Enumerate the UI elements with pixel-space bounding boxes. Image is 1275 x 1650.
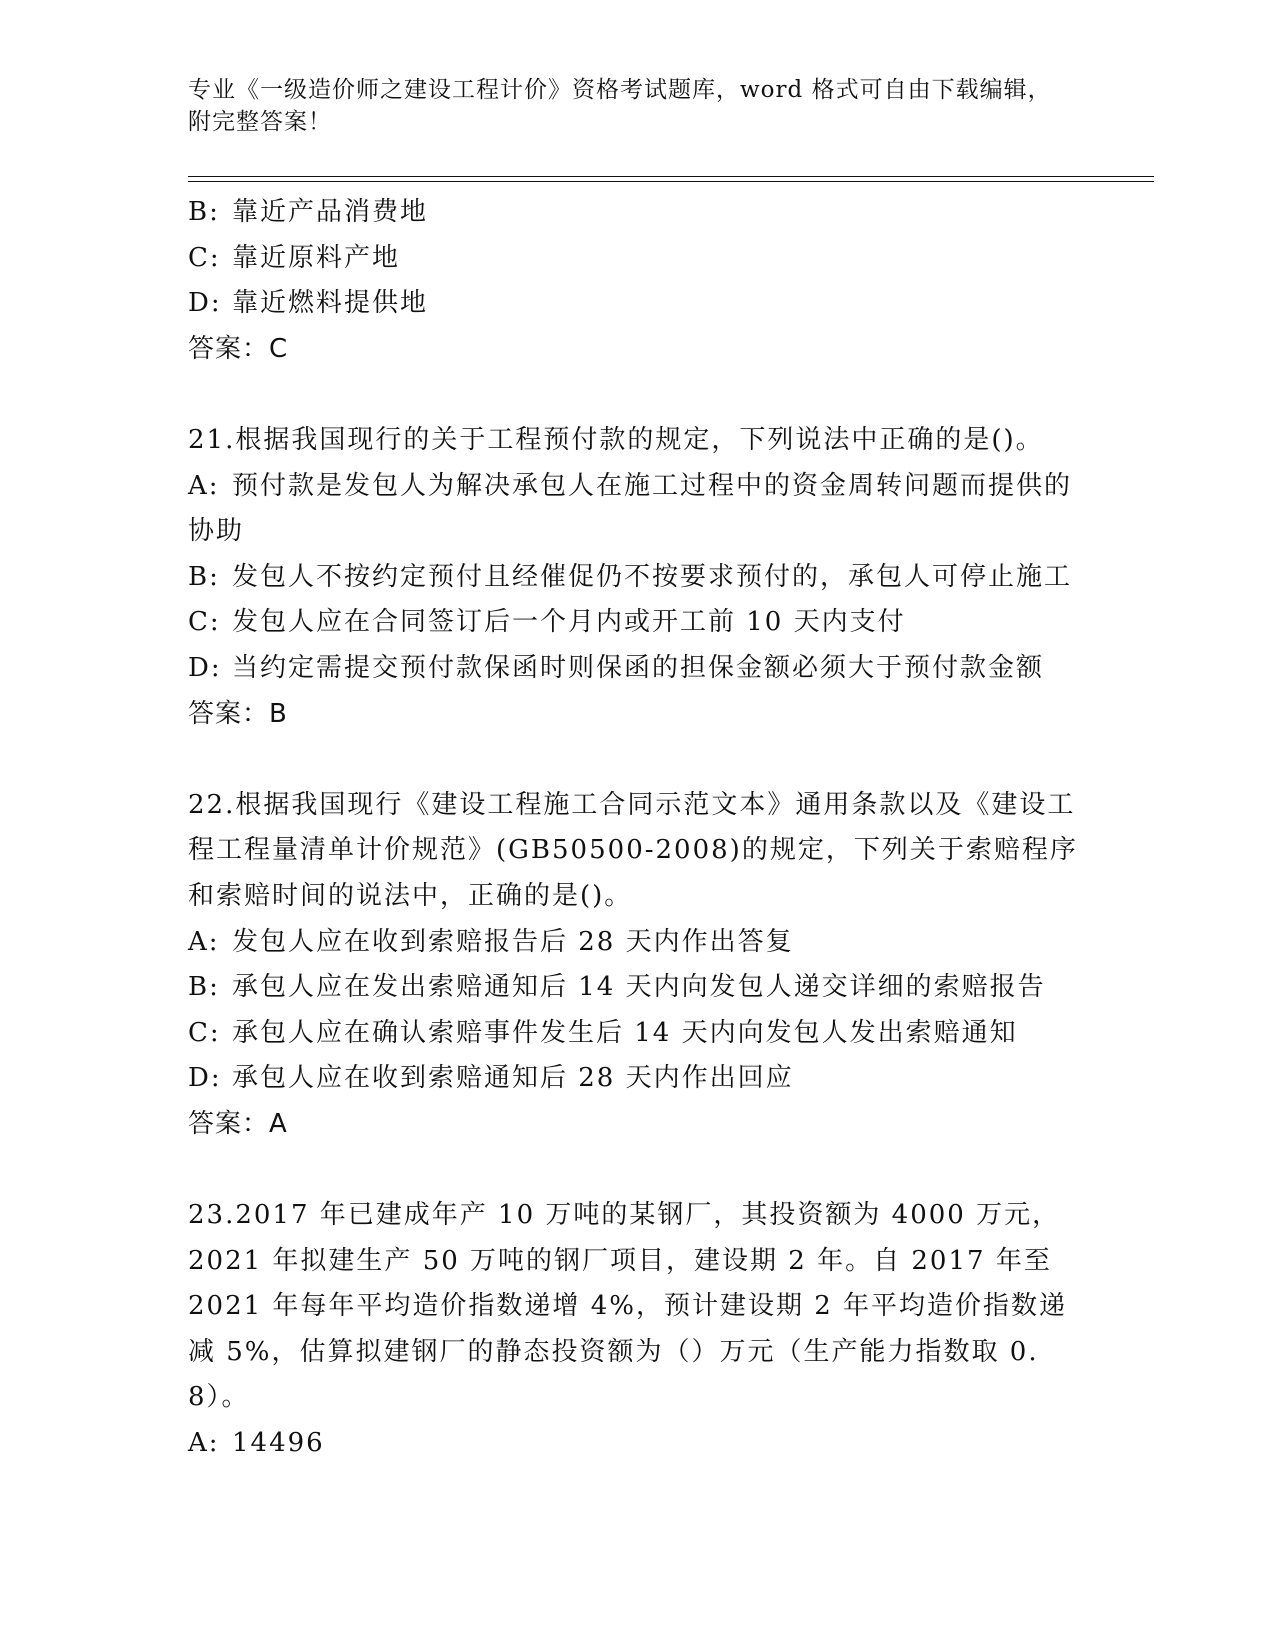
option-key: D:	[188, 652, 222, 683]
option-key: B:	[188, 561, 220, 592]
q21-option-d	[188, 646, 1078, 692]
option-text: 靠近燃料提供地	[232, 288, 429, 319]
spacer	[188, 1147, 1078, 1193]
header-divider-second	[188, 181, 1154, 182]
option-text: 靠近原料产地	[232, 242, 401, 273]
q22-option-b	[188, 965, 1078, 1011]
option-text: 发包人应在收到索赔报告后 28 天内作出答复	[232, 926, 794, 957]
spacer	[188, 372, 1078, 418]
option-text: 预付款是发包人为解决承包人在施工过程中的资金周转问题而提供的协助	[188, 470, 1073, 547]
option-key: A:	[188, 926, 220, 957]
option-text: 14496	[232, 1428, 325, 1459]
option-key: C:	[188, 1017, 221, 1048]
option-key: C:	[188, 607, 221, 638]
q21-option-c	[188, 600, 1078, 646]
q20-option-b	[188, 190, 1078, 236]
option-key: D:	[188, 1063, 222, 1094]
option-key: A:	[188, 1428, 220, 1459]
q20-option-c	[188, 236, 1078, 282]
option-key: A:	[188, 470, 220, 501]
q21-option-a	[188, 464, 1078, 555]
option-text: 承包人应在确认索赔事件发生后 14 天内向发包人发出索赔通知	[232, 1017, 1018, 1048]
q21-answer: 答案：B	[188, 698, 288, 729]
q21-question: 21.根据我国现行的关于工程预付款的规定，下列说法中正确的是()。	[188, 424, 1044, 455]
q23-question: 23.2017 年已建成年产 10 万吨的某钢厂，其投资额为 4000 万元，2021 年拟建生产 50 万吨的钢厂项目，建设期 2 年。自 2017 年至 2021 年每年平均造价指数递增 4%，预计建设期 2 年平均造价指数递减 5%，估算拟建钢厂的静态投资额为（）万元（生产能力指数取 0.8）。	[188, 1200, 1068, 1413]
option-text: 发包人不按约定预付且经催促仍不按要求预付的，承包人可停止施工	[232, 561, 1073, 592]
document-header: 专业《一级造价师之建设工程计价》资格考试题库，word 格式可自由下载编辑，附完整答案！	[188, 77, 1052, 135]
option-key: B:	[188, 197, 220, 227]
option-text: 承包人应在收到索赔通知后 28 天内作出回应	[232, 1063, 794, 1094]
q21-option-b	[188, 555, 1078, 601]
option-text: 承包人应在发出索赔通知后 14 天内向发包人递交详细的索赔报告	[232, 972, 1046, 1003]
q22-question: 22.根据我国现行《建设工程施工合同示范文本》通用条款以及《建设工程工程量清单计价规范》(GB50500-2008)的规定，下列关于索赔程序和索赔时间的说法中，正确的是()。	[188, 789, 1078, 911]
option-text: 发包人应在合同签订后一个月内或开工前 10 天内支付	[232, 607, 906, 638]
question-content	[188, 190, 1078, 1467]
q22-option-a	[188, 920, 1078, 966]
option-key: B:	[188, 972, 220, 1003]
option-text: 当约定需提交预付款保函时则保函的担保金额必须大于预付款金额	[232, 652, 1045, 683]
q22-answer: 答案：A	[188, 1108, 288, 1139]
header-divider	[188, 176, 1154, 177]
option-text: 靠近产品消费地	[232, 197, 429, 227]
q23-option-a	[188, 1421, 1078, 1467]
option-key: C:	[188, 242, 221, 273]
q22-option-c	[188, 1011, 1078, 1057]
q20-option-d	[188, 281, 1078, 327]
q20-answer: 答案：C	[188, 333, 289, 364]
spacer	[188, 737, 1078, 783]
option-key: D:	[188, 288, 222, 319]
q22-option-d	[188, 1056, 1078, 1102]
